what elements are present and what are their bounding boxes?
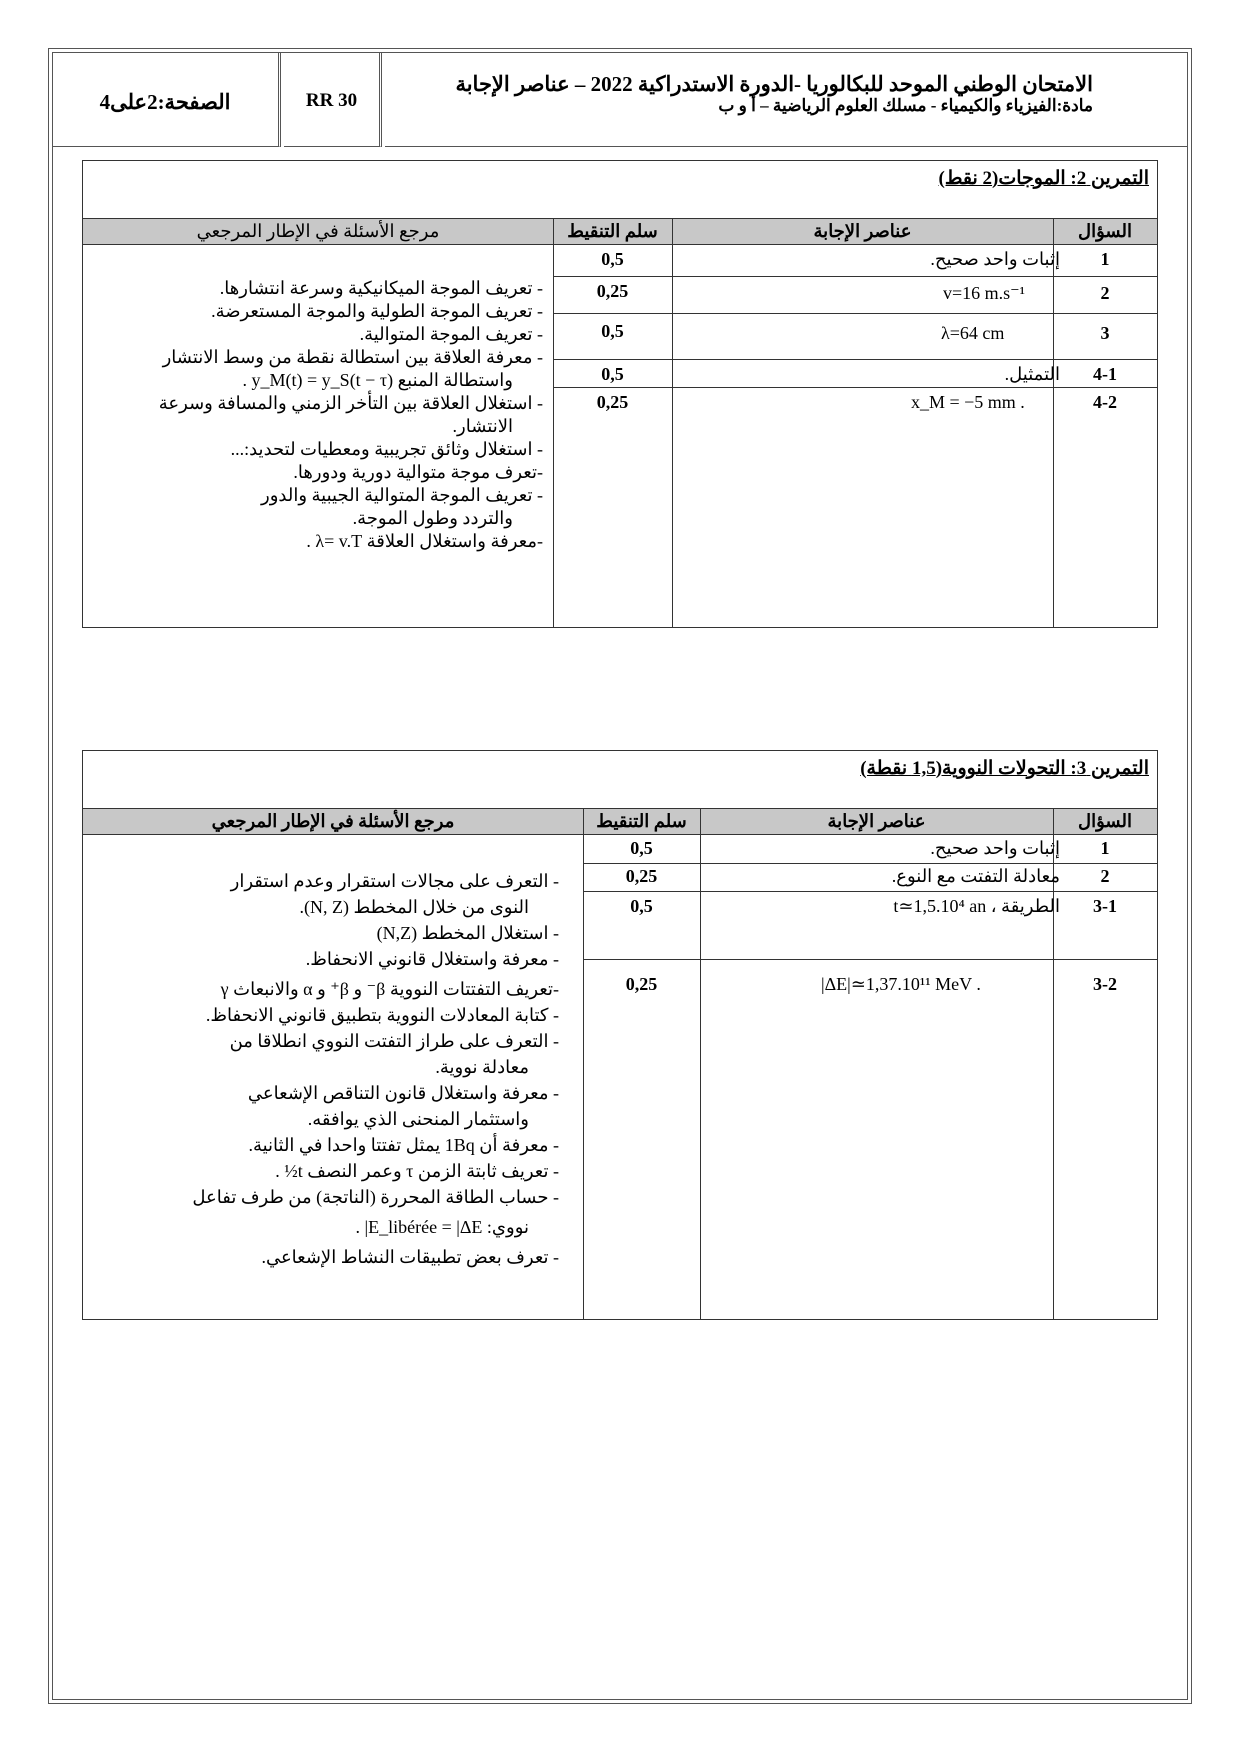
reference-item: - معرفة واستغلال قانوني الانحفاظ. (305, 949, 559, 969)
reference-item: - تعريف الموجة المتوالية الجيبية والدور (261, 485, 543, 505)
row-divider (583, 863, 1158, 864)
reference-item: - استغلال العلاقة بين التأخر الزمني والمسافة وسرعة (158, 393, 543, 413)
row-divider (553, 359, 1158, 360)
reference-item: والتردد وطول الموجة. (352, 508, 513, 528)
header-score: سلم التنقيط (596, 811, 687, 831)
reference-item: النوى من خلال المخطط (N, Z). (299, 897, 529, 917)
exam-code: RR 30 (305, 90, 358, 111)
reference-item: - معرفة العلاقة بين استطالة نقطة من وسط الانتشار (162, 347, 543, 367)
exam-subtitle: مادة:الفيزياء والكيمياء - مسلك العلوم الرياضية – أ و ب (718, 96, 1093, 115)
question-number: 3-1 (1093, 896, 1117, 916)
question-number: 3-2 (1093, 974, 1117, 994)
row-divider (553, 387, 1158, 388)
row-divider (583, 959, 1158, 960)
reference-item: معادلة نووية. (435, 1057, 529, 1077)
answer-text: v=16 m.s⁻¹ (943, 283, 1026, 303)
score-value: 0,5 (630, 838, 653, 858)
exercise-3-box (82, 750, 1158, 1320)
reference-item: - تعرف بعض تطبيقات النشاط الإشعاعي. (261, 1247, 559, 1267)
divider (700, 808, 701, 1320)
reference-item: -تعريف التفتتات النووية β⁻ و β⁺ و α والانبعاث γ (220, 979, 559, 999)
answer-text: x_M = −5 mm . (911, 392, 1025, 412)
answer-text: الطريقة ، t≃1,5.10⁴ an (893, 896, 1060, 916)
reference-item: - استغلال وثائق تجريبية ومعطيات لتحديد:... (230, 439, 543, 459)
answer-text: إثبات واحد صحيح. (930, 838, 1060, 858)
divider (1053, 218, 1054, 628)
reference-item: - تعريف الموجة المتوالية. (359, 324, 543, 344)
reference-item: - التعرف على مجالات استقرار وعدم استقرار (230, 871, 559, 891)
header-code-cell (284, 52, 382, 147)
divider (672, 218, 673, 628)
header-reference: مرجع الأسئلة في الإطار المرجعي (211, 811, 455, 831)
exercise-2-header-row (83, 218, 1157, 245)
answer-text: إثبات واحد صحيح. (930, 249, 1060, 269)
reference-item: نووي: E_libérée = |ΔE| . (355, 1217, 529, 1237)
question-number: 4-2 (1093, 392, 1117, 412)
question-number: 4-1 (1093, 364, 1117, 384)
score-value: 0,25 (625, 974, 658, 994)
reference-item: - استغلال المخطط (N,Z) (376, 923, 559, 943)
header-title-cell (385, 52, 1188, 147)
reference-item: - معرفة أن 1Bq يمثل تفتتا واحدا في الثانية. (248, 1135, 559, 1155)
reference-item: -تعرف موجة متوالية دورية ودورها. (293, 462, 543, 482)
reference-item: واستطالة المنبع y_M(t) = y_S(t − τ) . (242, 370, 513, 390)
header-question: السؤال (1078, 221, 1132, 241)
reference-item: - حساب الطاقة المحررة (الناتجة) من طرف تفاعل (192, 1187, 559, 1207)
row-divider (553, 313, 1158, 314)
answer-text: التمثيل. (1004, 364, 1060, 384)
score-value: 0,5 (601, 249, 624, 269)
reference-item: الانتشار. (452, 416, 513, 436)
score-value: 0,5 (601, 364, 624, 384)
header-answer: عناصر الإجابة (813, 221, 912, 241)
header-reference: مرجع الأسئلة في الإطار المرجعي (196, 221, 440, 241)
score-value: 0,25 (596, 392, 629, 412)
header-question: السؤال (1078, 811, 1132, 831)
score-value: 0,5 (630, 896, 653, 916)
header-page-number-cell (52, 52, 281, 147)
exercise-3-reference-list (89, 868, 559, 1270)
question-number: 2 (1100, 283, 1110, 303)
reference-item: واستثمار المنحنى الذي يوافقه. (307, 1109, 529, 1129)
row-divider (583, 891, 1158, 892)
question-number: 1 (1100, 249, 1110, 269)
question-number: 3 (1100, 323, 1110, 343)
exercise-2-box (82, 160, 1158, 628)
answer-text: |ΔE|≃1,37.10¹¹ MeV . (821, 974, 981, 994)
divider (553, 218, 554, 628)
header-answer: عناصر الإجابة (827, 811, 926, 831)
reference-item: -معرفة واستغلال العلاقة λ= v.T . (306, 531, 543, 551)
exercise-2-reference-list (88, 277, 543, 553)
reference-item: - معرفة واستغلال قانون التناقص الإشعاعي (247, 1083, 559, 1103)
header-score: سلم التنقيط (567, 221, 658, 241)
answer-text: λ=64 cm (941, 323, 1005, 343)
score-value: 0,25 (625, 866, 658, 886)
score-value: 0,5 (601, 321, 624, 341)
reference-item: - تعريف الموجة الطولية والموجة المستعرضة. (211, 301, 543, 321)
row-divider (553, 276, 1158, 277)
reference-item: - تعريف الموجة الميكانيكية وسرعة انتشارها. (219, 278, 543, 298)
page-number: الصفحة:2على4 (99, 90, 231, 114)
reference-item: - التعرف على طراز التفتت النووي انطلاقا من (229, 1031, 559, 1051)
exercise-3-title: التمرين 3: التحولات النووية(1,5 نقطة) (860, 758, 1149, 779)
exercise-3-header-row (83, 808, 1157, 835)
exam-title: الامتحان الوطني الموحد للبكالوريا -الدورة الاستدراكية 2022 – عناصر الإجابة (455, 72, 1093, 96)
reference-item: - كتابة المعادلات النووية بتطبيق قانوني الانحفاظ. (205, 1005, 559, 1025)
score-value: 0,25 (596, 281, 629, 301)
answer-text: معادلة التفتت مع النوع. (891, 866, 1060, 886)
question-number: 1 (1100, 838, 1110, 858)
reference-item: - تعريف ثابتة الزمن τ وعمر النصف t½ . (275, 1161, 559, 1181)
question-number: 2 (1100, 866, 1110, 886)
exercise-2-title: التمرين 2: الموجات(2 نقط) (938, 168, 1149, 189)
